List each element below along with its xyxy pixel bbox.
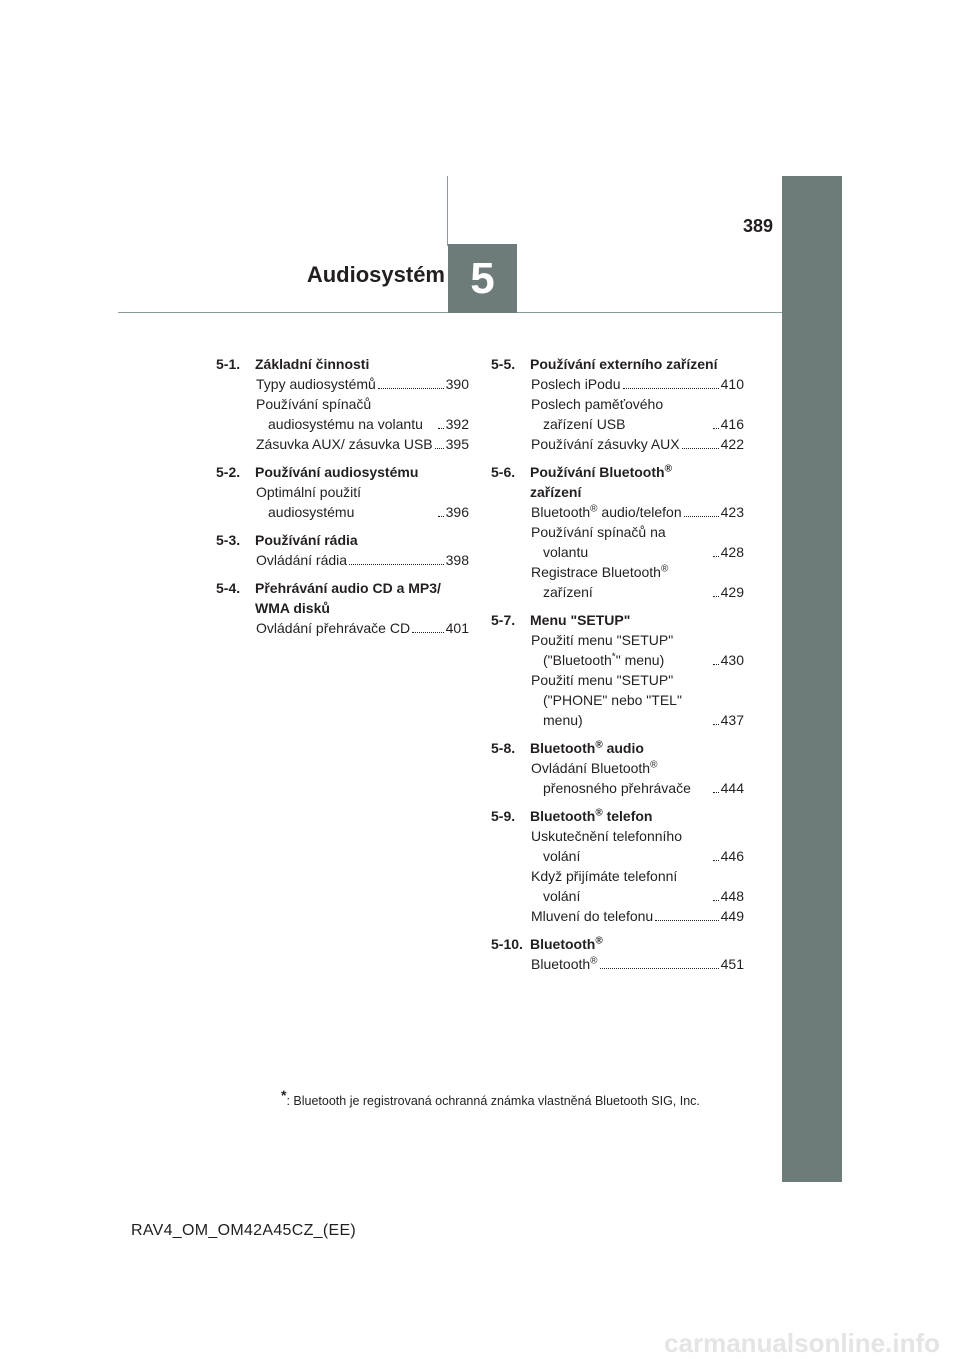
- section-title: Menu "SETUP": [530, 612, 631, 628]
- entry-title: Použití menu "SETUP" ("PHONE" nebo "TEL" menu): [531, 672, 682, 728]
- entry-title: Používání spínačů audiosystému na volantu: [256, 396, 423, 432]
- section-number: 5-6.: [491, 464, 516, 480]
- entry-title: Optimální použití audiosystému: [256, 484, 362, 520]
- dot-leader: [713, 724, 719, 725]
- entry-page: 430: [720, 652, 744, 668]
- section-title-tail: audio: [602, 740, 644, 756]
- entry-text: Bluetooth: [531, 504, 591, 520]
- footnote-mark: *: [611, 651, 616, 663]
- toc-section: [216, 354, 469, 374]
- dot-leader: [435, 448, 444, 449]
- toc-section: [491, 354, 744, 374]
- dot-leader: [682, 448, 719, 449]
- entry-page: 392: [445, 416, 469, 432]
- entry-title: Používání zásuvky AUX: [531, 436, 680, 452]
- entry-page: 451: [720, 956, 744, 972]
- section-number: 5-10.: [491, 936, 523, 952]
- entry-title: [531, 954, 598, 974]
- section-title: Základní činnosti: [255, 356, 370, 372]
- dot-leader: [623, 388, 719, 389]
- entry-page: 449: [720, 908, 744, 924]
- dot-leader: [378, 388, 444, 389]
- toc-left-column: [216, 354, 469, 638]
- toc-entry[interactable]: [491, 906, 744, 926]
- toc-entry[interactable]: [491, 502, 744, 522]
- entry-page: 410: [720, 376, 744, 392]
- section-title: Přehrávání audio CD a MP3/ WMA disků: [255, 580, 441, 616]
- dot-leader: [684, 516, 719, 517]
- toc-entry[interactable]: [216, 394, 469, 434]
- section-number: 5-9.: [491, 808, 516, 824]
- toc-entry[interactable]: [491, 826, 744, 866]
- dot-leader: [713, 556, 719, 557]
- dot-leader: [655, 920, 718, 921]
- toc-section: [491, 610, 744, 630]
- section-number: 5-7.: [491, 612, 516, 628]
- entry-page: 398: [445, 552, 469, 568]
- document-code: RAV4_OM_OM42A45CZ_(EE): [131, 1222, 357, 1239]
- entry-title: Používání spínačů na volantu: [531, 524, 666, 560]
- entry-page: 444: [720, 780, 744, 796]
- toc-entry[interactable]: [491, 866, 744, 906]
- dot-leader: [713, 860, 719, 861]
- dot-leader: [713, 900, 719, 901]
- toc-entry[interactable]: [491, 670, 744, 730]
- entry-title: Typy audiosystémů: [256, 376, 376, 392]
- dot-leader: [713, 428, 719, 429]
- dot-leader: [713, 596, 719, 597]
- dot-leader: [713, 792, 719, 793]
- entry-text: Registrace Bluetooth: [531, 564, 661, 580]
- section-title: Bluetooth: [530, 740, 596, 756]
- footnote: [281, 1086, 700, 1108]
- entry-title: Poslech iPodu: [531, 376, 621, 392]
- toc-entry[interactable]: [491, 394, 744, 434]
- registered-mark: ®: [660, 563, 669, 575]
- entry-text-tail: audio/telefon: [597, 504, 682, 520]
- entry-title: Uskutečnění telefonního volání: [531, 828, 682, 864]
- entry-title: [531, 630, 711, 670]
- entry-text-tail: " menu): [615, 652, 665, 668]
- dot-leader: [412, 632, 444, 633]
- toc-entry[interactable]: [491, 562, 744, 602]
- entry-page: 416: [720, 416, 744, 432]
- toc-section: [491, 462, 744, 502]
- entry-page: 390: [445, 376, 469, 392]
- toc-entry[interactable]: [216, 434, 469, 454]
- entry-title: Poslech paměťového zařízení USB: [531, 396, 664, 432]
- section-title: Používání rádia: [255, 532, 358, 548]
- entry-page: 428: [720, 544, 744, 560]
- entry-title: Mluvení do telefonu: [531, 908, 654, 924]
- entry-title: [531, 502, 682, 522]
- dot-leader: [438, 428, 444, 429]
- toc-entry[interactable]: [216, 618, 469, 638]
- toc-entry[interactable]: [216, 482, 469, 522]
- section-number: 5-1.: [216, 356, 241, 372]
- toc-entry[interactable]: [491, 434, 744, 454]
- section-number: 5-4.: [216, 580, 241, 596]
- entry-text-tail: zařízení: [543, 584, 593, 600]
- registered-mark: ®: [664, 463, 672, 475]
- watermark: carmanualsonline.info: [664, 1328, 940, 1358]
- toc-section: [491, 738, 744, 758]
- entry-text: Použití menu "SETUP" ("Bluetooth: [531, 632, 674, 668]
- entry-text: Ovládání Bluetooth: [531, 760, 651, 776]
- section-number: 5-5.: [491, 356, 516, 372]
- entry-title: [531, 758, 711, 798]
- section-title: Bluetooth: [530, 808, 596, 824]
- toc-section: [216, 578, 469, 618]
- toc-section: [216, 462, 469, 482]
- chapter-sidebar-tab: [782, 176, 842, 1182]
- entry-text: Bluetooth: [531, 956, 591, 972]
- chapter-number-box: 5: [448, 244, 517, 313]
- section-number: 5-2.: [216, 464, 241, 480]
- section-number: 5-3.: [216, 532, 241, 548]
- toc-entry[interactable]: [491, 522, 744, 562]
- toc-entry[interactable]: [491, 630, 744, 670]
- entry-page: 401: [445, 620, 469, 636]
- chapter-title: Audiosystém: [306, 262, 445, 287]
- entry-page: 422: [720, 436, 744, 452]
- toc-section: [491, 806, 744, 826]
- registered-mark: ®: [590, 955, 598, 967]
- dot-leader: [713, 664, 719, 665]
- registered-mark: ®: [595, 807, 603, 819]
- section-title: Používání Bluetooth: [530, 464, 665, 480]
- entry-title: Ovládání rádia: [256, 552, 348, 568]
- toc-right-column: [491, 354, 744, 974]
- toc-entry[interactable]: [491, 954, 744, 974]
- entry-page: 395: [445, 436, 469, 452]
- entry-page: 437: [720, 712, 744, 728]
- toc-entry[interactable]: [216, 374, 469, 394]
- toc-section: [491, 934, 744, 954]
- header-divider-vertical: [447, 176, 448, 246]
- entry-title: Ovládání přehrávače CD: [256, 620, 411, 636]
- entry-page: 429: [720, 584, 744, 600]
- registered-mark: ®: [595, 935, 603, 947]
- entry-page: 448: [720, 888, 744, 904]
- toc-entry[interactable]: [491, 374, 744, 394]
- section-title: Používání externího zařízení: [530, 356, 718, 372]
- page-number: 389: [742, 216, 773, 236]
- registered-mark: ®: [590, 503, 598, 515]
- entry-title: Zásuvka AUX/ zásuvka USB: [256, 436, 433, 452]
- toc-entry[interactable]: [216, 550, 469, 570]
- toc-section: [216, 530, 469, 550]
- entry-text-tail: přenosného přehrávače: [543, 780, 691, 796]
- section-title: Bluetooth: [530, 936, 596, 952]
- dot-leader: [600, 968, 719, 969]
- toc-entry[interactable]: [491, 758, 744, 798]
- entry-title: [531, 562, 711, 602]
- section-number: 5-8.: [491, 740, 516, 756]
- entry-page: 446: [720, 848, 744, 864]
- footnote-text: : Bluetooth je registrovaná ochranná známka vlastněná Bluetooth SIG, Inc.: [286, 1094, 700, 1108]
- dot-leader: [349, 564, 444, 565]
- section-title-tail: telefon: [602, 808, 653, 824]
- section-title: Používání audiosystému: [255, 464, 419, 480]
- registered-mark: ®: [650, 759, 658, 771]
- entry-page: 396: [445, 504, 469, 520]
- entry-title: Když přijímáte telefonní volání: [531, 868, 678, 904]
- registered-mark: ®: [595, 739, 603, 751]
- entry-page: 423: [720, 504, 744, 520]
- footnote-mark: *: [281, 1086, 287, 1103]
- section-title-tail: zařízení: [530, 484, 582, 500]
- dot-leader: [438, 516, 444, 517]
